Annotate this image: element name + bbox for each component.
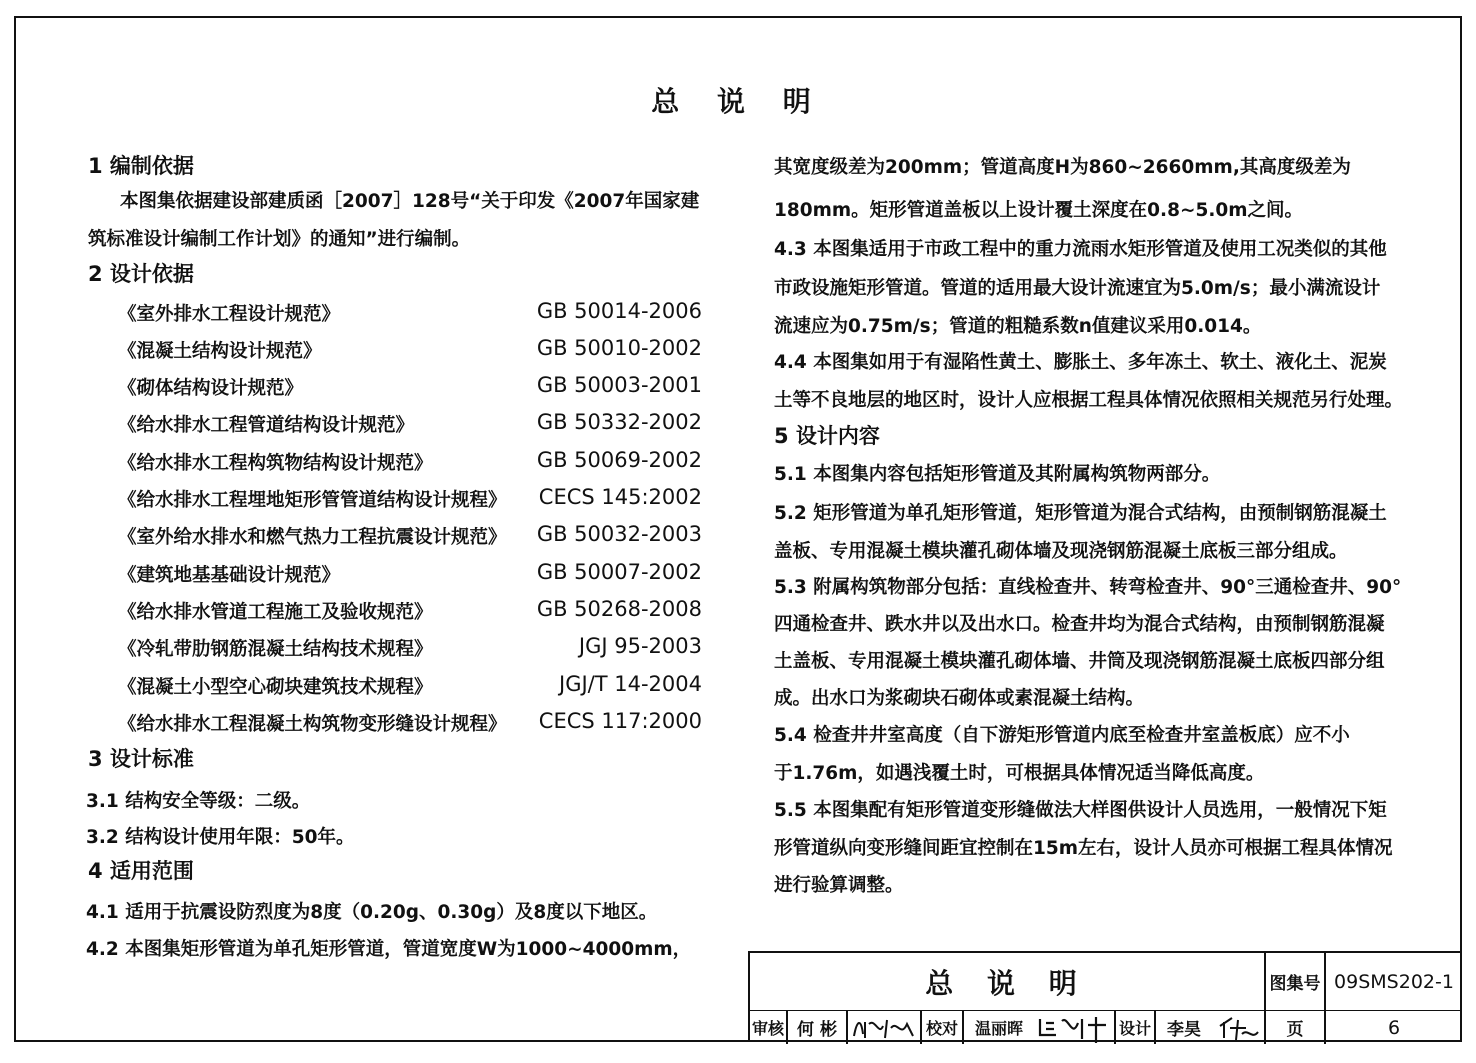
signature-mark	[1036, 1013, 1112, 1043]
clause-4-1: 4.1 适用于抗震设防烈度为8度（0.20g、0.30g）及8度以下地区。	[86, 902, 658, 923]
section-4-heading: 4 适用范围	[88, 859, 194, 883]
standard-code: GB 50069-2002	[536, 448, 702, 472]
standard-code: GB 50003-2001	[536, 373, 702, 397]
section-5-heading: 5 设计内容	[774, 424, 880, 448]
standard-name: 《给水排水工程混凝土构筑物变形缝设计规程》	[118, 714, 507, 735]
section-1-text-line: 本图集依据建设部建质函［2007］128号“关于印发《2007年国家建	[120, 191, 700, 212]
standard-name: 《室外排水工程设计规范》	[118, 304, 341, 325]
body-line: 5.1 本图集内容包括矩形管道及其附属构筑物两部分。	[774, 464, 1221, 485]
body-line: 180mm。矩形管道盖板以上设计覆土深度在0.8~5.0m之间。	[774, 200, 1303, 221]
standard-code: JGJ/T 14-2004	[559, 672, 702, 696]
standard-code: GB 50332-2002	[536, 410, 702, 434]
standard-code: GB 50014-2006	[536, 299, 702, 323]
standard-name: 《砌体结构设计规范》	[118, 378, 304, 399]
body-line: 四通检查井、跌水井以及出水口。检查井均为混合式结构，由预制钢筋混凝	[774, 614, 1385, 635]
title-block-row-2	[750, 1011, 1460, 1044]
clause-4-2: 4.2 本图集矩形管道为单孔矩形管道，管道宽度W为1000~4000mm，	[86, 939, 692, 960]
body-line: 土等不良地层的地区时，设计人应根据工程具体情况依照相关规范另行处理。	[774, 390, 1404, 411]
body-line: 土盖板、专用混凝土模块灌孔砌体墙、井筒及现浇钢筋混凝土底板四部分组	[774, 651, 1385, 672]
page-number: 6	[1387, 1016, 1401, 1039]
standard-code: JGJ 95-2003	[578, 634, 702, 658]
design-label: 设计	[1118, 1019, 1151, 1038]
standard-code: GB 50007-2002	[536, 560, 702, 584]
checker-name: 温丽晖	[974, 1019, 1023, 1038]
body-line: 市政设施矩形管道。管道的适用最大设计流速宜为5.0m/s；最小满流设计	[774, 278, 1381, 299]
signature-mark	[1216, 1014, 1260, 1042]
checker-signature	[1034, 1011, 1114, 1044]
designer-name: 李昊	[1167, 1020, 1201, 1040]
body-line: 盖板、专用混凝土模块灌孔砌体墙及现浇钢筋混凝土底板三部分组成。	[774, 541, 1348, 562]
standard-code: CECS 117:2000	[538, 709, 702, 733]
standard-name: 《混凝土结构设计规范》	[118, 341, 322, 362]
standard-code: GB 50268-2008	[536, 597, 702, 621]
body-line: 4.3 本图集适用于市政工程中的重力流雨水矩形管道及使用工况类似的其他	[774, 239, 1387, 260]
body-line: 于1.76m，如遇浅覆土时，可根据具体情况适当降低高度。	[774, 763, 1265, 784]
page-title: 总 说 明	[651, 85, 825, 118]
standard-name: 《给水排水管道工程施工及验收规范》	[118, 602, 433, 623]
standard-code: GB 50032-2003	[536, 522, 702, 546]
atlas-number: 09SMS202-1	[1334, 970, 1454, 993]
section-1-text-line: 筑标准设计编制工作计划》的通知”进行编制。	[88, 229, 471, 250]
atlas-number-label: 图集号	[1269, 974, 1321, 994]
section-3-heading: 3 设计标准	[88, 747, 194, 771]
reviewer-name: 何 彬	[797, 1020, 837, 1040]
review-label: 审核	[751, 1019, 784, 1038]
designer-signature	[1212, 1011, 1264, 1044]
standard-code: CECS 145:2002	[538, 485, 702, 509]
body-line: 5.4 检查井井室高度（自下游矩形管道内底至检查井室盖板底）应不小	[774, 725, 1350, 746]
reviewer-signature	[848, 1011, 920, 1044]
body-line: 5.3 附属构筑物部分包括：直线检查井、转弯检查井、90°三通检查井、90°	[774, 577, 1402, 598]
title-block-row-1	[750, 953, 1460, 1011]
body-line: 成。出水口为浆砌块石砌体或素混凝土结构。	[774, 688, 1145, 709]
page-label: 页	[1286, 1020, 1304, 1040]
standard-name: 《建筑地基基础设计规范》	[118, 565, 341, 586]
body-line: 流速应为0.75m/s；管道的粗糙系数n值建议采用0.014。	[774, 316, 1262, 337]
signature-mark	[851, 1014, 917, 1042]
standard-name: 《给水排水工程管道结构设计规范》	[118, 415, 415, 436]
body-line: 5.5 本图集配有矩形管道变形缝做法大样图供设计人员选用，一般情况下矩	[774, 800, 1387, 821]
standard-name: 《室外给水排水和燃气热力工程抗震设计规范》	[118, 527, 507, 548]
body-line: 形管道纵向变形缝间距宜控制在15m左右，设计人员亦可根据工程具体情况	[774, 838, 1393, 859]
body-line: 5.2 矩形管道为单孔矩形管道，矩形管道为混合式结构，由预制钢筋混凝土	[774, 503, 1387, 524]
body-line: 其宽度级差为200mm；管道高度H为860~2660mm,其高度级差为	[774, 157, 1351, 178]
check-label: 校对	[925, 1019, 958, 1038]
section-1-heading: 1 编制依据	[88, 154, 194, 178]
clause-3-1: 3.1 结构安全等级：二级。	[86, 791, 311, 812]
standard-code: GB 50010-2002	[536, 336, 702, 360]
title-block	[748, 951, 1460, 1042]
clause-3-2: 3.2 结构设计使用年限：50年。	[86, 827, 355, 848]
body-line: 进行验算调整。	[774, 875, 904, 896]
section-2-heading: 2 设计依据	[88, 262, 194, 286]
standard-name: 《给水排水工程埋地矩形管管道结构设计规程》	[118, 490, 507, 511]
standard-name: 《混凝土小型空心砌块建筑技术规程》	[118, 677, 433, 698]
standard-name: 《冷轧带肋钢筋混凝土结构技术规程》	[118, 639, 433, 660]
drawing-title: 总 说 明	[925, 966, 1089, 1000]
standard-name: 《给水排水工程构筑物结构设计规范》	[118, 453, 433, 474]
body-line: 4.4 本图集如用于有湿陷性黄土、膨胀土、多年冻土、软土、液化土、泥炭	[774, 352, 1387, 373]
